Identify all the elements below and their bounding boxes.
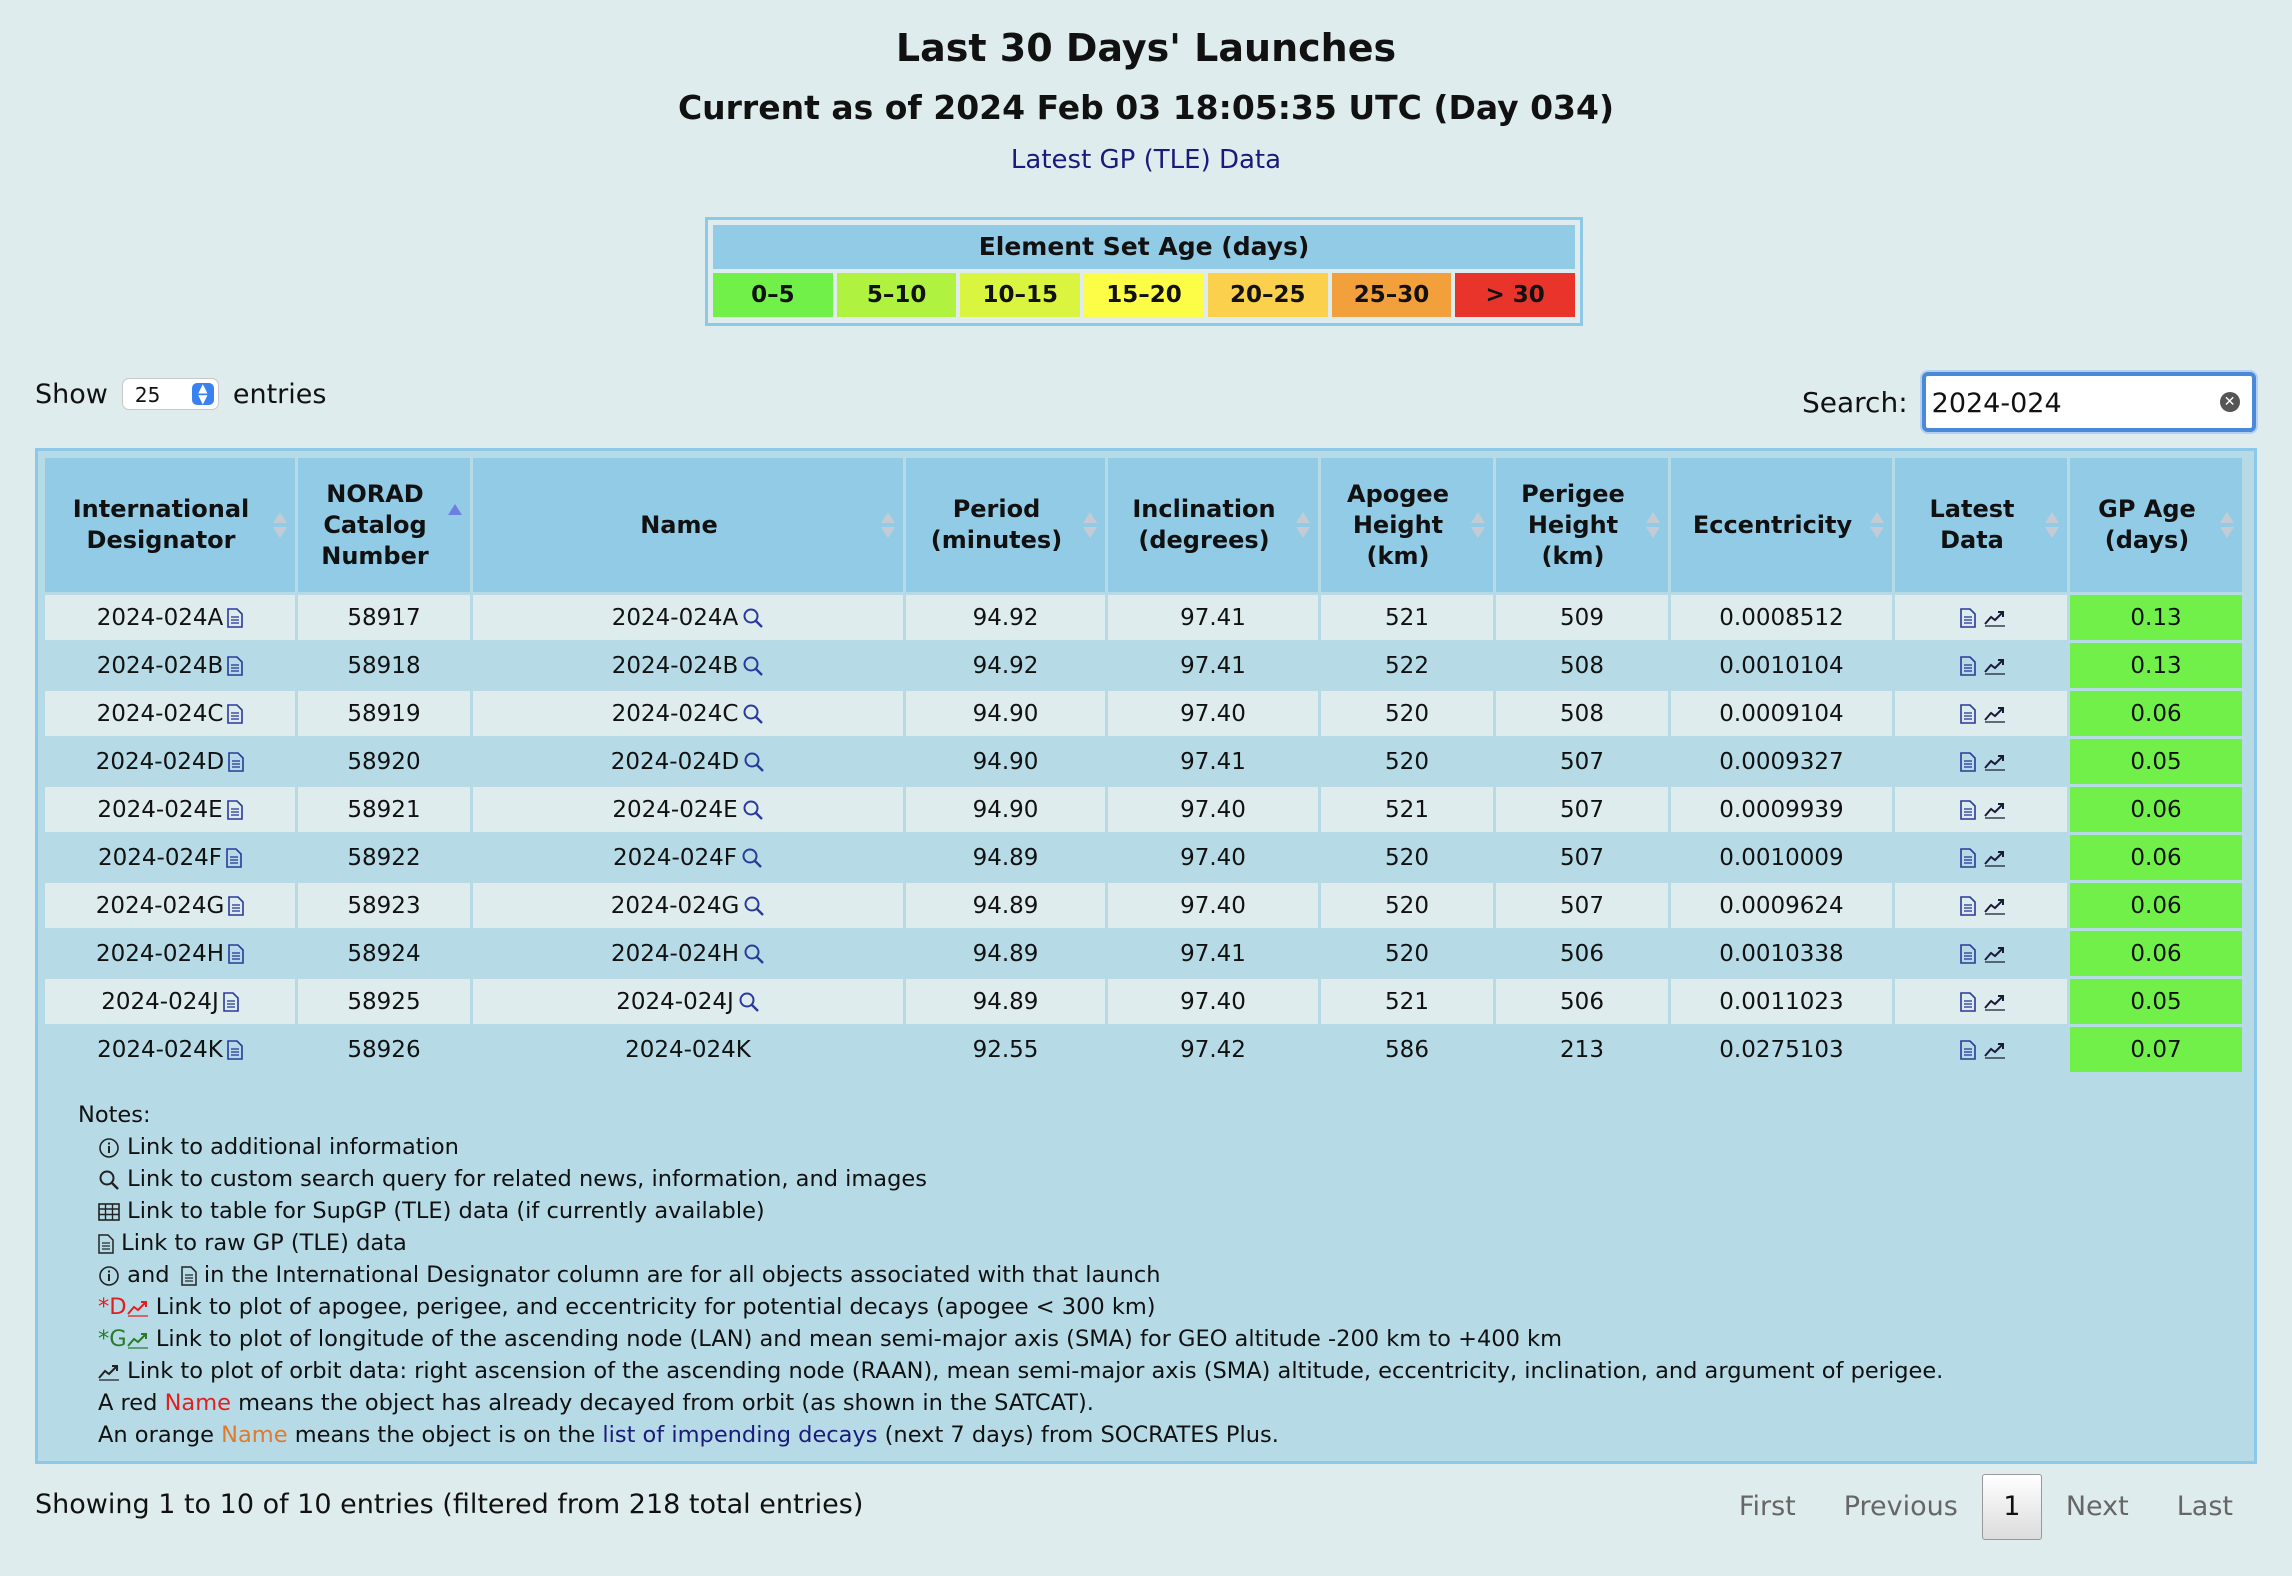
document-icon	[98, 1234, 114, 1254]
intl-designator-text: 2024-024E	[97, 796, 223, 823]
page-1-button[interactable]: 1	[1982, 1474, 2042, 1540]
intl-designator-text: 2024-024J	[101, 988, 219, 1015]
note-red-name-sample: Name	[164, 1390, 231, 1416]
col-header-label: GP Age (days)	[2098, 495, 2196, 554]
cell-latest-data	[1895, 979, 2067, 1024]
entries-select-value: 25	[134, 383, 161, 407]
select-arrows-icon: ▲ ▼	[192, 383, 214, 405]
sort-icon	[1646, 512, 1660, 540]
cell-apogee: 520	[1321, 883, 1493, 928]
cell-latest-data	[1895, 787, 2067, 832]
cell-apogee: 520	[1321, 835, 1493, 880]
cell-perigee: 509	[1496, 595, 1668, 640]
show-label: Show	[35, 378, 108, 410]
launch-table	[42, 455, 2245, 1075]
cell-latest-data	[1895, 643, 2067, 688]
raw-tle-icon[interactable]	[1960, 896, 1976, 916]
cell-inclination: 97.40	[1108, 883, 1318, 928]
table-icon	[98, 1202, 120, 1222]
note-search	[78, 1163, 1943, 1195]
cell-apogee: 521	[1321, 787, 1493, 832]
table-row	[45, 1027, 2242, 1072]
cell-gp-age: 0.05	[2070, 739, 2242, 784]
cell-eccentricity: 0.0275103	[1671, 1027, 1892, 1072]
note-raw	[78, 1227, 1943, 1259]
table-row	[45, 739, 2242, 784]
sort-icon	[1296, 512, 1310, 540]
geo-chart-icon	[127, 1331, 149, 1349]
raw-tle-icon[interactable]	[1960, 944, 1976, 964]
search-icon	[98, 1169, 120, 1191]
cell-norad: 58926	[298, 1027, 470, 1072]
note-info	[78, 1131, 1943, 1163]
intl-designator-text: 2024-024H	[95, 940, 225, 967]
cell-period: 92.55	[906, 1027, 1105, 1072]
cell-apogee: 521	[1321, 979, 1493, 1024]
col-header-label: Name	[640, 510, 718, 539]
note-intl	[78, 1259, 1943, 1291]
cell-norad: 58917	[298, 595, 470, 640]
intl-designator-text: 2024-024D	[95, 748, 225, 775]
cell-name	[473, 691, 903, 736]
cell-latest-data	[1895, 595, 2067, 640]
impending-decays-link[interactable]: list of impending decays	[602, 1422, 878, 1448]
col-inclination[interactable]	[1108, 458, 1318, 592]
cell-name	[473, 835, 903, 880]
pagination	[1715, 1474, 2257, 1540]
col-apogee[interactable]	[1321, 458, 1493, 592]
cell-eccentricity: 0.0009327	[1671, 739, 1892, 784]
header-row	[45, 458, 2242, 592]
col-norad[interactable]	[298, 458, 470, 592]
cell-gp-age: 0.13	[2070, 643, 2242, 688]
cell-period: 94.90	[906, 739, 1105, 784]
cell-norad: 58919	[298, 691, 470, 736]
cell-norad: 58920	[298, 739, 470, 784]
cell-inclination: 97.42	[1108, 1027, 1318, 1072]
page-subtitle: Current as of 2024 Feb 03 18:05:35 UTC (Day 034)	[677, 88, 1615, 127]
decay-chart-icon	[127, 1299, 149, 1317]
name-text: 2024-024A	[611, 604, 739, 631]
cell-name	[473, 979, 903, 1024]
table-row	[45, 931, 2242, 976]
legend-cell: 20–25	[1208, 273, 1328, 317]
cell-norad: 58924	[298, 931, 470, 976]
cell-gp-age: 0.13	[2070, 595, 2242, 640]
cell-inclination: 97.40	[1108, 787, 1318, 832]
cell-inclination: 97.41	[1108, 739, 1318, 784]
latest-gp-data-link[interactable]: Latest GP (TLE) Data	[1010, 145, 1282, 175]
search-icon[interactable]	[742, 607, 764, 629]
raw-tle-icon[interactable]	[1960, 608, 1976, 628]
cell-apogee: 520	[1321, 739, 1493, 784]
cell-latest-data	[1895, 691, 2067, 736]
note-raw-text: Link to raw GP (TLE) data	[121, 1230, 407, 1256]
table-row	[45, 691, 2242, 736]
cell-gp-age: 0.05	[2070, 979, 2242, 1024]
cell-perigee: 507	[1496, 883, 1668, 928]
table-row	[45, 643, 2242, 688]
document-icon	[181, 1266, 197, 1286]
note-red-a: A red	[98, 1390, 158, 1416]
geo-mark: *G	[98, 1326, 127, 1352]
table-row	[45, 979, 2242, 1024]
cell-period: 94.92	[906, 643, 1105, 688]
orbit-chart-icon[interactable]	[1984, 753, 2006, 771]
legend-cell: 25–30	[1332, 273, 1452, 317]
orbit-chart-icon[interactable]	[1984, 1041, 2006, 1059]
col-header-label: Latest Data	[1929, 495, 2015, 554]
note-info-text: Link to additional information	[127, 1134, 459, 1160]
cell-apogee: 520	[1321, 931, 1493, 976]
note-intl-text: in the International Designator column are for all objects associated with that launch	[203, 1262, 1161, 1288]
sort-icon	[2220, 512, 2234, 540]
legend-cell: 15–20	[1084, 273, 1204, 317]
intl-designator-text: 2024-024A	[96, 604, 224, 631]
legend-cell: > 30	[1455, 273, 1575, 317]
search-icon[interactable]	[742, 799, 764, 821]
table-row	[45, 595, 2242, 640]
table-row	[45, 883, 2242, 928]
cell-perigee: 506	[1496, 979, 1668, 1024]
next-page-button[interactable]: Next	[2065, 1491, 2129, 1522]
note-supgp	[78, 1195, 1943, 1227]
cell-perigee: 507	[1496, 739, 1668, 784]
sort-icon	[1870, 512, 1884, 540]
name-text: 2024-024F	[613, 844, 737, 871]
cell-norad: 58921	[298, 787, 470, 832]
search-box	[1922, 372, 2256, 432]
cell-gp-age: 0.06	[2070, 787, 2242, 832]
cell-eccentricity: 0.0010104	[1671, 643, 1892, 688]
cell-norad: 58918	[298, 643, 470, 688]
cell-gp-age: 0.07	[2070, 1027, 2242, 1072]
cell-intl-designator	[45, 643, 295, 688]
search-label: Search:	[1802, 385, 1908, 419]
col-header-label: Apogee Height (km)	[1347, 479, 1449, 570]
note-geo	[78, 1323, 1943, 1355]
table-body	[45, 595, 2242, 1072]
col-latest-data[interactable]	[1895, 458, 2067, 592]
cell-apogee: 522	[1321, 643, 1493, 688]
cell-latest-data	[1895, 1027, 2067, 1072]
last-page-button[interactable]: Last	[2176, 1491, 2233, 1522]
cell-gp-age: 0.06	[2070, 691, 2242, 736]
cell-eccentricity: 0.0010009	[1671, 835, 1892, 880]
raw-tle-icon[interactable]	[227, 608, 243, 628]
cell-latest-data	[1895, 883, 2067, 928]
orbit-chart-icon[interactable]	[1984, 705, 2006, 723]
col-period[interactable]	[906, 458, 1105, 592]
sort-icon	[2045, 512, 2059, 540]
page-title: Last 30 Days' Launches	[895, 26, 1397, 70]
previous-page-button[interactable]: Previous	[1843, 1491, 1958, 1522]
cell-gp-age: 0.06	[2070, 883, 2242, 928]
orbit-chart-icon[interactable]	[1984, 993, 2006, 1011]
note-red-b: means the object has already decayed from orbit (as shown in the SATCAT).	[238, 1390, 1094, 1416]
search-icon[interactable]	[743, 895, 765, 917]
cell-intl-designator	[45, 691, 295, 736]
note-orbit-text: Link to plot of orbit data: right ascension of the ascending node (RAAN), mean semi-major axis (SMA) altitude, eccentricity, inclination, and argument of perigee.	[127, 1358, 1944, 1384]
search-icon[interactable]	[738, 991, 760, 1013]
col-perigee[interactable]	[1496, 458, 1668, 592]
table-row	[45, 835, 2242, 880]
note-red-name	[78, 1387, 1943, 1419]
cell-name	[473, 595, 903, 640]
entries-select[interactable]	[122, 378, 219, 410]
raw-tle-icon[interactable]	[1960, 800, 1976, 820]
cell-eccentricity: 0.0011023	[1671, 979, 1892, 1024]
cell-apogee: 586	[1321, 1027, 1493, 1072]
legend-cell: 5–10	[837, 273, 957, 317]
note-orbit	[78, 1355, 1943, 1387]
raw-tle-icon[interactable]	[1960, 656, 1976, 676]
notes-heading: Notes:	[78, 1102, 151, 1128]
cell-norad: 58925	[298, 979, 470, 1024]
cell-perigee: 508	[1496, 691, 1668, 736]
cell-perigee: 507	[1496, 835, 1668, 880]
cell-period: 94.90	[906, 787, 1105, 832]
note-geo-text: Link to plot of longitude of the ascending node (LAN) and mean semi-major axis (SMA) for GEO altitude -200 km to +400 km	[155, 1326, 1562, 1352]
cell-latest-data	[1895, 835, 2067, 880]
cell-period: 94.89	[906, 931, 1105, 976]
cell-inclination: 97.40	[1108, 691, 1318, 736]
cell-name	[473, 643, 903, 688]
raw-tle-icon[interactable]	[1960, 992, 1976, 1012]
orbit-chart-icon[interactable]	[1984, 657, 2006, 675]
decay-mark: *D	[98, 1294, 127, 1320]
length-control	[35, 378, 326, 410]
sort-icon	[1083, 512, 1097, 540]
cell-intl-designator	[45, 1027, 295, 1072]
search-icon[interactable]	[742, 655, 764, 677]
info-icon	[98, 1137, 120, 1159]
raw-tle-icon[interactable]	[227, 656, 243, 676]
intl-designator-text: 2024-024G	[95, 892, 225, 919]
legend-cells	[713, 273, 1575, 317]
col-name[interactable]	[473, 458, 903, 592]
cell-period: 94.89	[906, 979, 1105, 1024]
name-text: 2024-024J	[616, 988, 734, 1015]
intl-designator-text: 2024-024F	[98, 844, 222, 871]
orbit-chart-icon[interactable]	[1984, 897, 2006, 915]
cell-intl-designator	[45, 835, 295, 880]
raw-tle-icon[interactable]	[1960, 848, 1976, 868]
cell-gp-age: 0.06	[2070, 931, 2242, 976]
cell-name	[473, 739, 903, 784]
cell-inclination: 97.40	[1108, 979, 1318, 1024]
cell-intl-designator	[45, 739, 295, 784]
cell-norad: 58922	[298, 835, 470, 880]
col-header-label: Eccentricity	[1692, 510, 1853, 539]
raw-tle-icon[interactable]	[228, 944, 244, 964]
cell-inclination: 97.41	[1108, 643, 1318, 688]
sort-icon	[1471, 512, 1485, 540]
search-control	[1802, 372, 2256, 432]
search-icon[interactable]	[743, 943, 765, 965]
cell-inclination: 97.41	[1108, 595, 1318, 640]
cell-apogee: 521	[1321, 595, 1493, 640]
table-info: Showing 1 to 10 of 10 entries (filtered from 218 total entries)	[35, 1489, 864, 1520]
cell-inclination: 97.41	[1108, 931, 1318, 976]
note-decay	[78, 1291, 1943, 1323]
cell-perigee: 213	[1496, 1027, 1668, 1072]
chart-icon	[98, 1363, 120, 1381]
name-text: 2024-024K	[625, 1036, 751, 1063]
legend-title: Element Set Age (days)	[713, 225, 1575, 269]
legend-cell: 0–5	[713, 273, 833, 317]
note-and: and	[127, 1262, 170, 1288]
cell-perigee: 508	[1496, 643, 1668, 688]
intl-designator-text: 2024-024B	[96, 652, 224, 679]
cell-name	[473, 1027, 903, 1072]
name-text: 2024-024D	[610, 748, 740, 775]
name-text: 2024-024C	[611, 700, 739, 727]
cell-gp-age: 0.06	[2070, 835, 2242, 880]
cell-apogee: 520	[1321, 691, 1493, 736]
search-icon[interactable]	[742, 703, 764, 725]
col-header-label: Period (minutes)	[930, 495, 1063, 554]
raw-tle-icon[interactable]	[228, 752, 244, 772]
cell-period: 94.89	[906, 835, 1105, 880]
cell-inclination: 97.40	[1108, 835, 1318, 880]
cell-name	[473, 787, 903, 832]
cell-eccentricity: 0.0009939	[1671, 787, 1892, 832]
note-supgp-text: Link to table for SupGP (TLE) data (if currently available)	[127, 1198, 765, 1224]
cell-name	[473, 883, 903, 928]
cell-perigee: 507	[1496, 787, 1668, 832]
note-decay-text: Link to plot of apogee, perigee, and eccentricity for potential decays (apogee < 300 km)	[155, 1294, 1156, 1320]
name-text: 2024-024G	[610, 892, 740, 919]
raw-tle-icon[interactable]	[227, 800, 243, 820]
name-text: 2024-024B	[611, 652, 739, 679]
raw-tle-icon[interactable]	[226, 848, 242, 868]
orbit-chart-icon[interactable]	[1984, 801, 2006, 819]
sort-ascending-icon	[448, 512, 462, 540]
raw-tle-icon[interactable]	[1960, 752, 1976, 772]
note-orange-name	[78, 1419, 1943, 1451]
col-gp-age[interactable]	[2070, 458, 2242, 592]
col-header-label: Perigee Height (km)	[1521, 479, 1625, 570]
cell-intl-designator	[45, 883, 295, 928]
cell-latest-data	[1895, 931, 2067, 976]
intl-designator-text: 2024-024C	[96, 700, 224, 727]
col-intl-designator[interactable]	[45, 458, 295, 592]
first-page-button[interactable]: First	[1738, 1491, 1796, 1522]
raw-tle-icon[interactable]	[1960, 1040, 1976, 1060]
name-text: 2024-024H	[610, 940, 740, 967]
cell-intl-designator	[45, 787, 295, 832]
cell-latest-data	[1895, 739, 2067, 784]
cell-norad: 58923	[298, 883, 470, 928]
cell-intl-designator	[45, 979, 295, 1024]
age-legend	[705, 217, 1583, 326]
note-orange-name-sample: Name	[221, 1422, 288, 1448]
cell-eccentricity: 0.0010338	[1671, 931, 1892, 976]
note-orange-c: (next 7 days) from SOCRATES Plus.	[884, 1422, 1279, 1448]
cell-eccentricity: 0.0008512	[1671, 595, 1892, 640]
cell-intl-designator	[45, 931, 295, 976]
sort-icon	[273, 512, 287, 540]
sort-icon	[881, 512, 895, 540]
search-icon[interactable]	[741, 847, 763, 869]
cell-perigee: 506	[1496, 931, 1668, 976]
cell-period: 94.90	[906, 691, 1105, 736]
cell-period: 94.89	[906, 883, 1105, 928]
raw-tle-icon[interactable]	[227, 704, 243, 724]
intl-designator-text: 2024-024K	[97, 1036, 223, 1063]
col-header-label: Inclination (degrees)	[1132, 495, 1276, 554]
clear-search-icon[interactable]: ✕	[2220, 392, 2240, 412]
orbit-chart-icon[interactable]	[1984, 609, 2006, 627]
col-header-label: International Designator	[72, 495, 250, 554]
cell-name	[473, 931, 903, 976]
orbit-chart-icon[interactable]	[1984, 945, 2006, 963]
note-orange-b: means the object is on the	[294, 1422, 596, 1448]
entries-label: entries	[232, 378, 327, 410]
search-icon[interactable]	[743, 751, 765, 773]
raw-tle-icon[interactable]	[223, 992, 239, 1012]
search-input[interactable]	[1930, 382, 2214, 424]
col-eccentricity[interactable]	[1671, 458, 1892, 592]
raw-tle-icon[interactable]	[228, 896, 244, 916]
note-orange-a: An orange	[98, 1422, 214, 1448]
legend-cell: 10–15	[960, 273, 1080, 317]
table-container	[35, 448, 2257, 1464]
cell-period: 94.92	[906, 595, 1105, 640]
table-row	[45, 787, 2242, 832]
raw-tle-icon[interactable]	[1960, 704, 1976, 724]
note-search-text: Link to custom search query for related news, information, and images	[127, 1166, 927, 1192]
name-text: 2024-024E	[612, 796, 738, 823]
info-icon	[98, 1265, 120, 1287]
cell-intl-designator	[45, 595, 295, 640]
notes	[78, 1099, 1943, 1451]
col-header-label: NORAD Catalog Number	[321, 479, 429, 570]
cell-eccentricity: 0.0009624	[1671, 883, 1892, 928]
orbit-chart-icon[interactable]	[1984, 849, 2006, 867]
cell-eccentricity: 0.0009104	[1671, 691, 1892, 736]
raw-tle-icon[interactable]	[227, 1040, 243, 1060]
